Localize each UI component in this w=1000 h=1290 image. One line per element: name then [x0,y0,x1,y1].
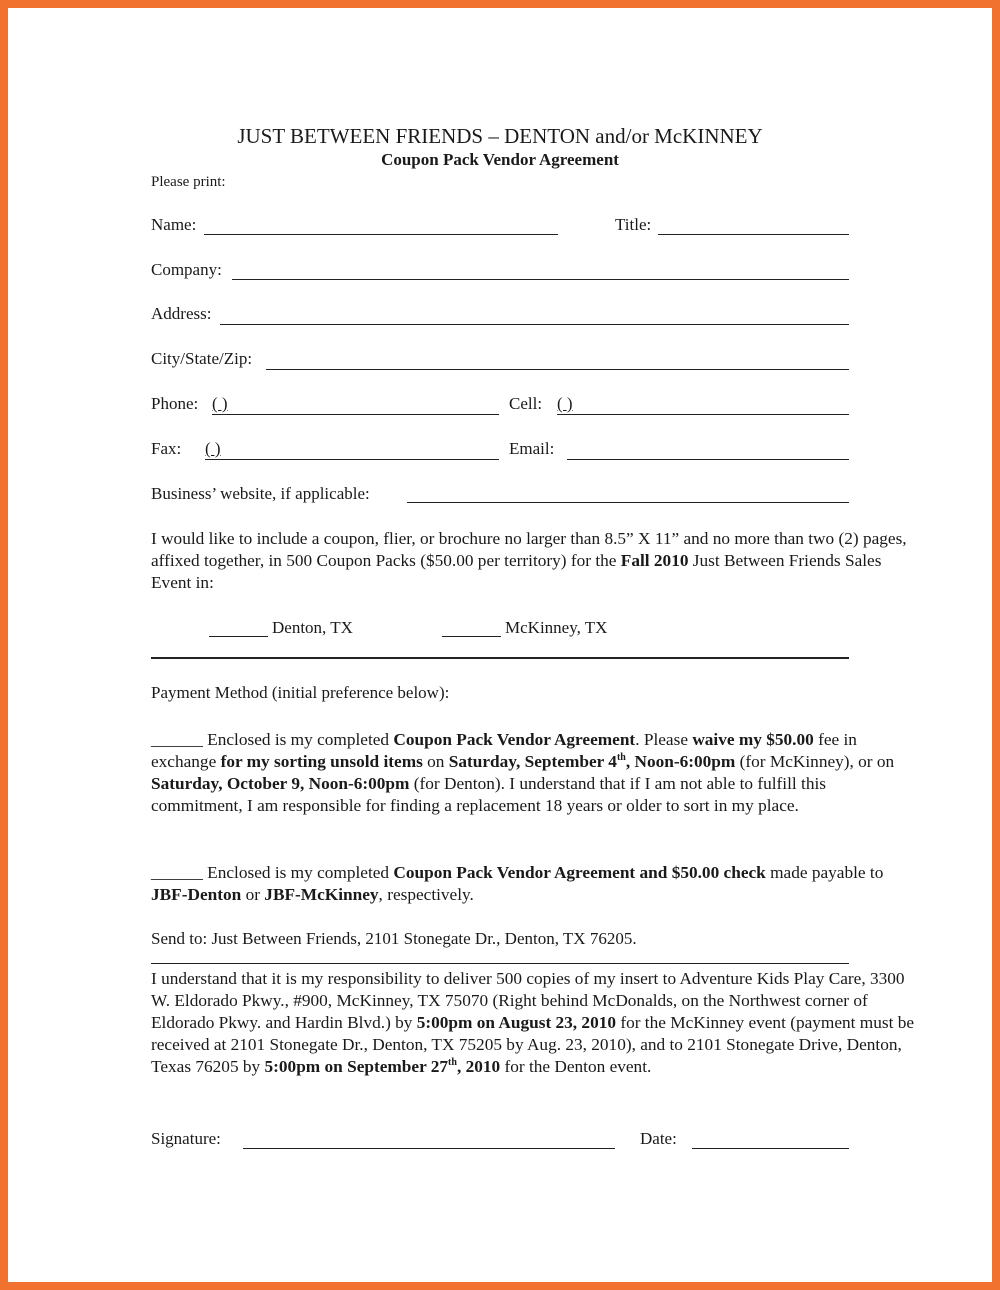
phone-field[interactable] [212,414,499,415]
header-title: JUST BETWEEN FRIENDS – DENTON and/or McKINNEY [237,124,763,148]
responsibility-paragraph: I understand that it is my responsibility to deliver 500 copies of my insert to Adventure Kids Play Care, 3300 W. Eldorado Pkwy., #900, McKinney, TX 75070 (Right behind McDonalds, on the Northwest corner of Eldorado Pkwy. and Hardin Blvd.) by 5:00pm on August 23, 2010 for the McKinney event (payment must be received at 2101 Stonegate Dr., Denton, TX 75205 by Aug. 23, 2010), and to 2101 Stonegate Drive, Denton, Texas 76205 by 5:00pm on September 27th, 2010 for the Denton event. [151,969,915,1076]
name-label: Name: [151,215,197,234]
coupon-paragraph: I would like to include a coupon, flier, or brochure no larger than 8.5” X 11” and no more than two (2) pages, affixed together, in 500 Coupon Packs ($50.00 per territory) for the Fall 2010 Just Between Friends Sales Event in: [151,529,907,592]
email-field[interactable] [567,459,849,460]
email-label: Email: [509,439,555,458]
date-label: Date: [640,1129,677,1148]
company-label: Company: [151,260,222,279]
section-divider [151,657,849,659]
address-field[interactable] [220,324,849,325]
city-state-zip-field[interactable] [266,369,849,370]
cell-field[interactable] [557,414,849,415]
mckinney-checkbox-line[interactable] [442,636,501,637]
payment-method-label: Payment Method (initial preference below): [151,683,450,702]
phone-area-code: ( ) [212,394,228,413]
date-field[interactable] [692,1148,849,1149]
city-state-zip-label: City/State/Zip: [151,349,253,368]
title-label: Title: [615,215,652,234]
phone-label: Phone: [151,394,199,413]
fax-label: Fax: [151,439,182,458]
title-field[interactable] [658,234,849,235]
cell-area-code: ( ) [557,394,573,413]
website-label: Business’ website, if applicable: [151,484,370,503]
signature-field[interactable] [243,1148,615,1149]
fax-field[interactable] [205,459,499,460]
header-subtitle: Coupon Pack Vendor Agreement [381,150,619,169]
fax-area-code: ( ) [205,439,221,458]
company-field[interactable] [232,279,849,280]
name-field[interactable] [204,234,558,235]
document-page [8,8,992,1282]
mckinney-option-label: McKinney, TX [505,618,608,637]
denton-checkbox-line[interactable] [209,636,268,637]
send-to-address: Send to: Just Between Friends, 2101 Stonegate Dr., Denton, TX 76205. [151,929,637,948]
section-divider-2 [151,963,849,964]
payment-option-2: ______ Enclosed is my completed Coupon Pack Vendor Agreement and $50.00 check made payable to JBF-Denton or JBF-McKinney, respectively. [151,863,884,904]
denton-option-label: Denton, TX [272,618,353,637]
signature-label: Signature: [151,1129,221,1148]
payment-option-1: ______ Enclosed is my completed Coupon Pack Vendor Agreement. Please waive my $50.00 fee in exchange for my sorting unsold items on Saturday, September 4th, Noon-6:00pm (for McKinney), or on Saturday, October 9, Noon-6:00pm (for Denton). I understand that if I am not able to fulfill this commitment, I am responsible for finding a replacement 18 years or older to sort in my place. [151,730,895,815]
website-field[interactable] [407,502,849,503]
please-print-label: Please print: [151,174,226,190]
cell-label: Cell: [509,394,543,413]
address-label: Address: [151,304,212,323]
